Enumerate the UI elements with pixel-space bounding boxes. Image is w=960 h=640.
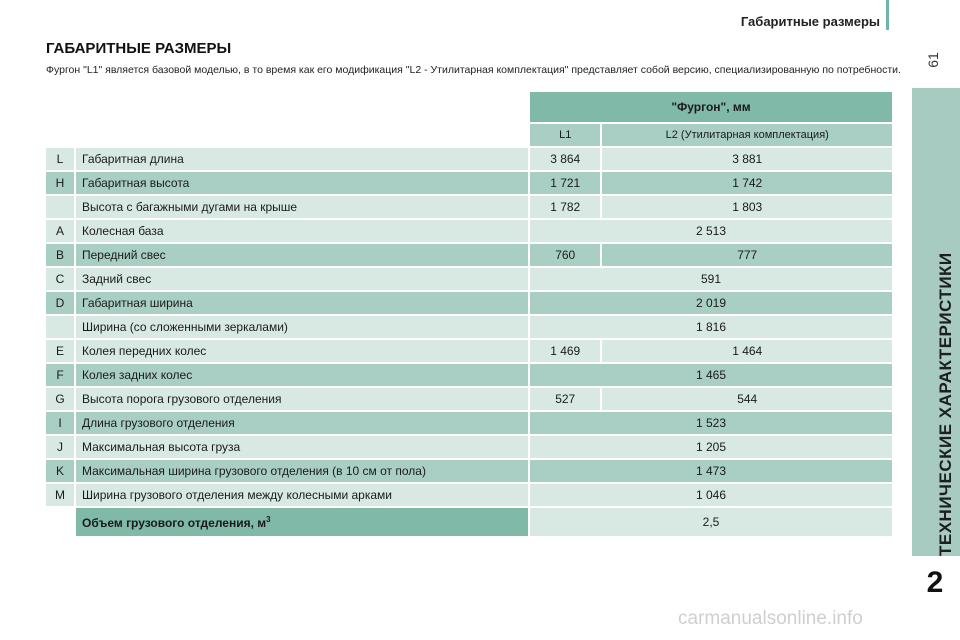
row-label: Колея передних колес	[74, 340, 528, 362]
row-key: L	[46, 148, 74, 170]
row-value: 1 465	[528, 364, 892, 386]
header-divider	[886, 0, 889, 30]
table-row	[46, 292, 892, 314]
row-value-l1: 1 469	[528, 340, 600, 362]
table-row	[46, 268, 892, 290]
row-key: J	[46, 436, 74, 458]
row-label: Ширина грузового отделения между колесными арками	[74, 484, 528, 506]
dimensions-table	[46, 90, 892, 538]
row-key: G	[46, 388, 74, 410]
table-row	[46, 412, 892, 434]
table-row	[46, 436, 892, 458]
row-value-l2: 3 881	[600, 148, 892, 170]
row-key: A	[46, 220, 74, 242]
row-label: Габаритная высота	[74, 172, 528, 194]
row-value: 1 473	[528, 460, 892, 482]
row-value: 1 205	[528, 436, 892, 458]
row-value-l1: 1 721	[528, 172, 600, 194]
row-value-l1: 1 782	[528, 196, 600, 218]
row-label: Колесная база	[74, 220, 528, 242]
row-key: B	[46, 244, 74, 266]
row-key	[46, 316, 74, 338]
chapter-number: 2	[926, 566, 944, 599]
row-label: Задний свес	[74, 268, 528, 290]
row-key: K	[46, 460, 74, 482]
table-total-row	[46, 508, 892, 536]
table-row	[46, 364, 892, 386]
row-key: M	[46, 484, 74, 506]
row-key: I	[46, 412, 74, 434]
column-header-l1: L1	[528, 124, 600, 146]
section-intro: Фургон "L1" является базовой моделью, в то время как его модификация "L2 - Утилитарная комплектация" представляет собой версию, специализированную по потребности.	[46, 64, 901, 76]
table-column-header-row	[46, 124, 892, 146]
column-header-l2: L2 (Утилитарная комплектация)	[600, 124, 892, 146]
row-key: F	[46, 364, 74, 386]
row-key	[46, 196, 74, 218]
row-label: Максимальная высота груза	[74, 436, 528, 458]
row-label: Высота порога грузового отделения	[74, 388, 528, 410]
row-value-l1: 527	[528, 388, 600, 410]
row-label: Габаритная ширина	[74, 292, 528, 314]
total-label: Объем грузового отделения, м	[82, 515, 267, 530]
row-label: Габаритная длина	[74, 148, 528, 170]
page-number: 61	[925, 52, 941, 68]
total-label-cell	[74, 508, 528, 536]
row-key: H	[46, 172, 74, 194]
row-value-l2: 544	[600, 388, 892, 410]
row-label: Ширина (со сложенными зеркалами)	[74, 316, 528, 338]
row-value-l2: 1 464	[600, 340, 892, 362]
table-group-header-row	[46, 92, 892, 122]
row-value: 2 019	[528, 292, 892, 314]
row-label: Колея задних колес	[74, 364, 528, 386]
table-row	[46, 148, 892, 170]
group-header-cell: "Фургон", мм	[528, 92, 892, 122]
row-value-l2: 1 803	[600, 196, 892, 218]
row-value-l1: 3 864	[528, 148, 600, 170]
row-value: 2 513	[528, 220, 892, 242]
row-label: Длина грузового отделения	[74, 412, 528, 434]
table-row	[46, 388, 892, 410]
row-key: D	[46, 292, 74, 314]
row-label: Высота с багажными дугами на крыше	[74, 196, 528, 218]
table-row	[46, 172, 892, 194]
row-value: 1 046	[528, 484, 892, 506]
section-title: ГАБАРИТНЫЕ РАЗМЕРЫ	[46, 40, 232, 57]
row-label: Передний свес	[74, 244, 528, 266]
table-row	[46, 196, 892, 218]
table-row	[46, 340, 892, 362]
table-row	[46, 484, 892, 506]
table-row	[46, 220, 892, 242]
row-value-l2: 777	[600, 244, 892, 266]
row-value: 591	[528, 268, 892, 290]
chapter-side-label: ТЕХНИЧЕСКИЕ ХАРАКТЕРИСТИКИ	[936, 252, 955, 556]
page-header-title: Габаритные размеры	[740, 14, 880, 29]
row-label: Максимальная ширина грузового отделения (в 10 см от пола)	[74, 460, 528, 482]
table-row	[46, 316, 892, 338]
table-row	[46, 244, 892, 266]
row-key: E	[46, 340, 74, 362]
table-row	[46, 460, 892, 482]
row-value: 1 523	[528, 412, 892, 434]
row-key: C	[46, 268, 74, 290]
watermark-text: carmanualsonline.info	[678, 608, 863, 629]
total-value: 2,5	[528, 508, 892, 536]
row-value: 1 816	[528, 316, 892, 338]
total-unit-superscript: 3	[266, 514, 271, 524]
row-value-l1: 760	[528, 244, 600, 266]
row-value-l2: 1 742	[600, 172, 892, 194]
